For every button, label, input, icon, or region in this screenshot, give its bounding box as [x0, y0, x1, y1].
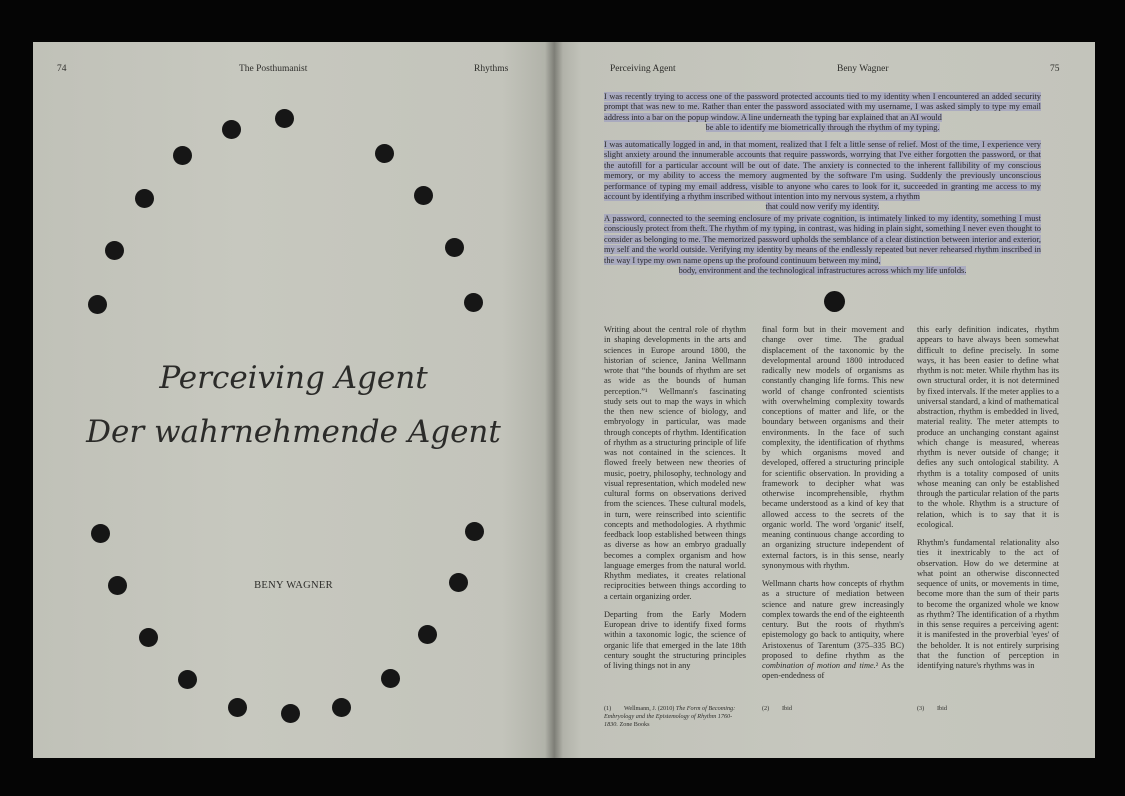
right-page-number: 75 — [1050, 64, 1060, 74]
title-english: Perceiving Agent — [159, 360, 428, 396]
text-column-2 — [762, 325, 904, 682]
decorative-dot — [135, 189, 154, 208]
body-paragraph: Writing about the central role of rhythm in shaping developments in the arts and sciences in Europe around 1800, the historian of science, Janina Wellmann wrote that “the bounds of rhythm are set as wide as the bounds of human perception.”¹ Wellmann's fascinating study sets out to map the ways in which the then new science of biology, and embryology in particular, was made through concepts of rhythm. Identification of rhythm as a structuring principle of life was not contained in the sciences. It flowed freely between new theories of music, poetry, philosophy, technology and visual representation, which modeled new cultural forms on observations derived from the sciences. These cultural models, in turn, were reinscribed into scientific concepts and methodologies. A rhythmic feedback loop established between things as diverse as how an embryo gradually becomes a complex organism and how language emerges from the natural world. Rhythm mediates, it creates relational reciprocities between things according to a certain organizing order. — [604, 325, 746, 601]
text-column-1 — [604, 325, 746, 671]
intro-paragraph — [604, 214, 1041, 276]
emphasis-text: combination of motion and time. — [762, 661, 876, 670]
title-german: Der wahrnehmende Agent — [86, 414, 501, 450]
text-column-3 — [917, 325, 1059, 671]
spine-gutter — [545, 42, 563, 758]
decorative-dot — [222, 120, 241, 139]
decorative-dot — [91, 524, 110, 543]
decorative-dot — [178, 670, 197, 689]
body-paragraph: Rhythm's fundamental relationality also ties it inextricably to the act of observation. How do we determine at what point an otherwise disconnected sequence of units, or movements in time, become more than the sum of their parts to become the organized whole we know as rhythm? The identification of a rhythm in this sense requires a perceiving agent: it is manifested in the proverbial 'eyes' of the beholder. It is not entirely surprising that the function of perception in identifying nature's rhythms was in — [917, 538, 1059, 670]
decorative-dot — [105, 241, 124, 260]
intro-text: A password, connected to the seeming enclosure of my private cognition, is intimately linked to my identity, something I must consciously protect from theft. The rhythm of my typing, in contrast, was hiding in plain sight, something I never even thought to consider as belonging to me. The memorized password upholds the semblance of a clear distinction between interior and exterior, my self and the world outside. Verifying my identity by means of the endlessly repeated but never rehearsed rhythm inscribed in the way I type my own name opens up the profound continuum between my mind, — [604, 214, 1041, 265]
footnote-number: (3) — [917, 705, 925, 712]
decorative-dot — [381, 669, 400, 688]
decorative-dot — [281, 704, 300, 723]
body-paragraph: Wellmann charts how concepts of rhythm as a structure of mediation between science and nature grew increasingly complex towards the end of the eighteenth century. But the roots of rhythm's epistemology go back to antiquity, where Aristoxenus of Tarentum (375–335 BC) proposed to define rhythm as the — [762, 579, 904, 660]
right-running-head-author: Beny Wagner — [837, 64, 889, 74]
body-paragraph-continued: ² As the open-endedness of — [762, 661, 904, 681]
left-page — [33, 42, 554, 758]
intro-paragraph — [604, 92, 1041, 134]
decorative-dot — [465, 522, 484, 541]
section-divider-dot — [824, 291, 845, 312]
footnote-publisher: Zone Books — [619, 721, 650, 729]
footnote-number: (2) — [762, 705, 770, 712]
decorative-dot — [332, 698, 351, 717]
footnote-text: Ibid — [937, 705, 947, 712]
decorative-dot — [375, 144, 394, 163]
decorative-dot — [173, 146, 192, 165]
intro-text-last-line: be able to identify me biometrically through the rhythm of my typing. — [705, 123, 940, 133]
left-running-head-section: Rhythms — [474, 64, 509, 74]
decorative-dot — [139, 628, 158, 647]
footnote-2 — [762, 705, 792, 713]
footnote-number: (1) — [604, 705, 612, 712]
decorative-dot — [418, 625, 437, 644]
footnote-title: The Form of Becoming: Embryology and the Epistemology of Rhythm 1760-1830. — [604, 705, 736, 729]
intro-text: I was automatically logged in and, in that moment, realized that I felt a little sense of relief. Most of the time, I experience very slight anxiety around the innumerable accounts that require passwords, worrying that I've either forgotten the password, or that the autofill for a particular account will be out of date. The anxiety is connected to the inherent fallibility of my conscious memory, or my ability to access the memory augmented by the software I'm using. Suddenly the previously unconscious performance of typing my email address, visible to anyone who cares to look for it, succeeded in granting me access to my account by identifying a rhythm inscribed without intention into my nervous system, a rhythm — [604, 140, 1041, 202]
intro-paragraph — [604, 140, 1041, 213]
decorative-dot — [414, 186, 433, 205]
body-paragraph: Departing from the Early Modern European drive to identify fixed forms within a taxonomic logic, the science of organic life that emerged in the late 18th century sought the structuring principles of living things not in any — [604, 609, 746, 670]
intro-text-last-line: that could now verify my identity. — [765, 202, 880, 212]
author-name: BENY WAGNER — [254, 580, 333, 591]
footnote-text: Ibid — [782, 705, 792, 712]
decorative-dot — [228, 698, 247, 717]
footnote-text: Wellmann, J. (2010) — [624, 705, 675, 712]
footnote-1 — [604, 705, 746, 730]
decorative-dot — [88, 295, 107, 314]
right-page — [554, 42, 1095, 758]
right-running-head-title: Perceiving Agent — [610, 64, 676, 74]
decorative-dot — [275, 109, 294, 128]
left-running-head-title: The Posthumanist — [239, 64, 308, 74]
decorative-dot — [445, 238, 464, 257]
intro-text-last-line: body, environment and the technological infrastructures across which my life unfolds. — [678, 266, 967, 276]
body-paragraph: final form but in their movement and change over time. The gradual displacement of the taxonomic by the developmental around 1800 introduced radically new models of organisms as constantly changing life forms. This new world of change confronted scientists with overwhelming complexity towards conceptions of matter and life, or the boundary between organisms and their environments. In the face of such complexity, the identification of rhythms by which organisms moved and developed, offered a structuring principle for scientific observation. In providing a framework to decipher what was otherwise incomprehensible, rhythm became understood as a kind of key that allowed access to the secrets of the organic world. The word 'organic' itself, meaning continuous change according to an organizing structure independent of external factors, is in this sense, nearly synonymous with rhythm. — [762, 325, 904, 570]
decorative-dot — [464, 293, 483, 312]
footnote-3 — [917, 705, 947, 713]
intro-text: I was recently trying to access one of the password protected accounts tied to my identity when I encountered an added security prompt that was new to me. Rather than enter the password associated with my username, I was asked simply to type my email address into a bar on the popup window. A line underneath the typing bar explained that an AI would — [604, 92, 1041, 122]
left-page-number: 74 — [57, 64, 67, 74]
body-paragraph: this early definition indicates, rhythm appears to have always been somewhat difficult to define precisely. In some ways, it has been easier to define what rhythm is not: meter. While rhythm has its own structural order, it is not determined by fixed intervals. If the meter applies to a universal standard, a kind of mathematical abstraction, rhythm is embedded in lived, material reality. The meter attempts to produce an unchanging constant against which change is measured, whereas rhythm is never outside of change; it defies any such ontological stability. A rhythm is a totality composed of units whose meaning can only be established through the particular relation of the parts to the whole. Rhythm is a structure of relation, which is to say that it is ecological. — [917, 325, 1059, 529]
